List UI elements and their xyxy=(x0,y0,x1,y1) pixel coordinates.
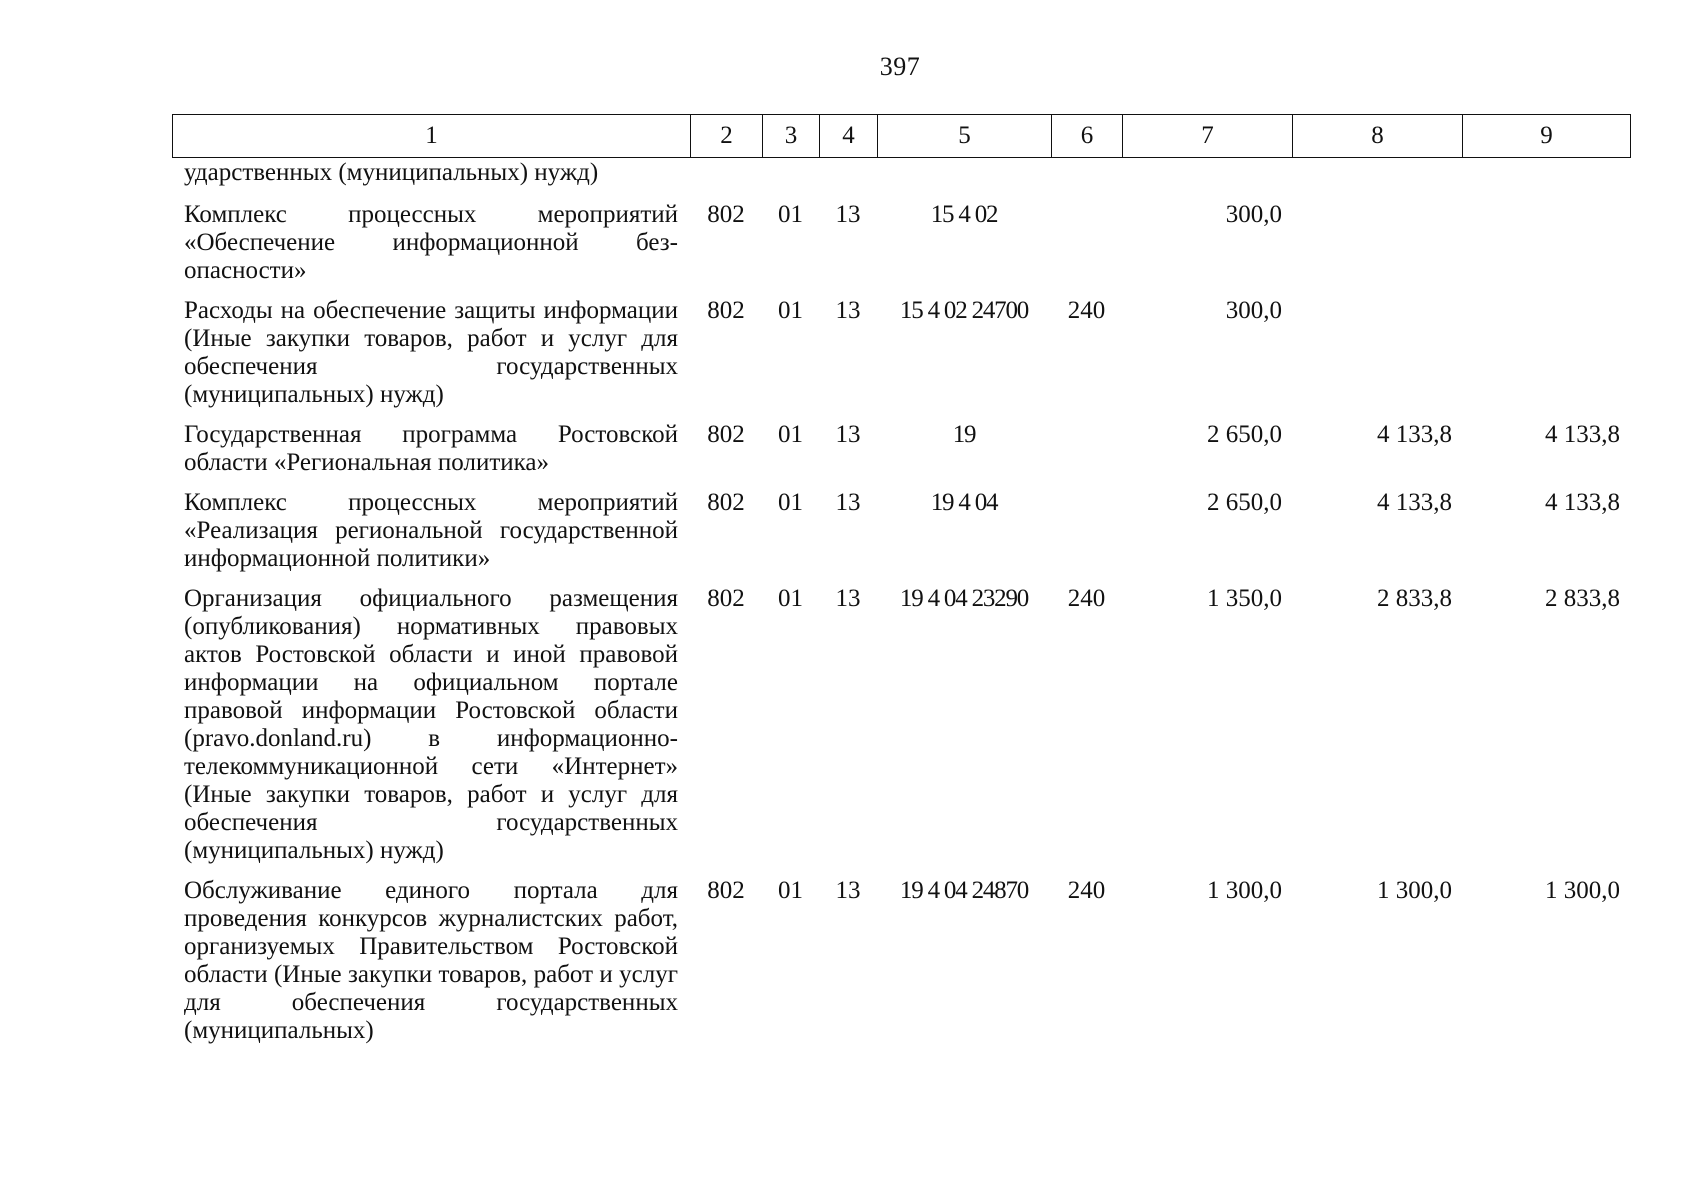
column-header-4: 4 xyxy=(820,115,878,158)
column-header-1: 1 xyxy=(173,115,691,158)
cell-col4: 13 xyxy=(835,421,861,448)
row-description: Комплекс процессных мероприятий «Обеспечение информационной безопасности» xyxy=(184,201,678,284)
cell-col2: 802 xyxy=(707,585,745,612)
cell-col5: 19 4 04 24870 xyxy=(899,877,1029,904)
row-description: Организация официального размещения (опубликования) нормативных правовых актов Ростовской области и иной правовой информации на официальном портале правовой информации Ростовской области (pravo.donland.ru) в информационно-телекоммуникационной сети «Интернет» (Иные закупки товаров, работ и услуг для обеспечения государственных (муниципальных) нужд) xyxy=(184,585,678,864)
cell-col3: 01 xyxy=(778,421,803,448)
cell-col2: 802 xyxy=(707,489,745,516)
cell-col2: 802 xyxy=(707,297,745,324)
cell-col7: 2 650,0 xyxy=(1207,489,1282,516)
cell-col8: 2 833,8 xyxy=(1377,585,1452,612)
cell-col9: 4 133,8 xyxy=(1545,489,1620,516)
cell-col4: 13 xyxy=(835,877,861,904)
column-header-6: 6 xyxy=(1052,115,1123,158)
cell-col3: 01 xyxy=(778,489,803,516)
cell-col3: 01 xyxy=(778,297,803,324)
cell-col2: 802 xyxy=(707,877,745,904)
table-row xyxy=(172,489,1630,585)
cell-col3: 01 xyxy=(778,585,803,612)
cell-col7: 1 350,0 xyxy=(1207,585,1282,612)
cell-col5: 19 xyxy=(952,421,976,448)
cell-col7: 2 650,0 xyxy=(1207,421,1282,448)
column-header-8: 8 xyxy=(1293,115,1463,158)
table-row xyxy=(172,201,1630,297)
cell-col7: 300,0 xyxy=(1225,201,1282,228)
cell-col8 xyxy=(1292,201,1462,297)
budget-table-body xyxy=(172,159,1630,1057)
cell-col4: 13 xyxy=(835,489,861,516)
cell-col3: 01 xyxy=(778,201,803,228)
table-row xyxy=(172,877,1630,1057)
cell-col6 xyxy=(1051,201,1122,297)
row-description: Государственная программа Ростовской области «Региональная политика» xyxy=(184,421,678,476)
row-description: Обслуживание единого портала для проведения конкурсов журналистских работ, организуемых Правительством Ростовской области (Иные закупки товаров, работ и услуг для обеспечения государственных (муниципальных) xyxy=(184,877,678,1044)
cell-col4: 13 xyxy=(835,297,861,324)
cell-col9 xyxy=(1462,297,1630,421)
cell-col9 xyxy=(1462,201,1630,297)
cell-col5: 15 4 02 xyxy=(930,201,998,228)
row-description: Расходы на обеспечение защиты информации (Иные закупки товаров, работ и услуг для обеспечения государственных (муниципальных) нужд) xyxy=(184,297,678,408)
cell-col8: 4 133,8 xyxy=(1377,421,1452,448)
cell-col9: 4 133,8 xyxy=(1545,421,1620,448)
cell-col6: 240 xyxy=(1067,877,1106,904)
cell-col5: 15 4 02 24700 xyxy=(899,297,1029,324)
column-header-9: 9 xyxy=(1463,115,1631,158)
row-description: Комплекс процессных мероприятий «Реализация региональной государственной информационной политики» xyxy=(184,489,678,572)
column-header-2: 2 xyxy=(691,115,763,158)
cell-col7: 300,0 xyxy=(1225,297,1282,324)
table-row xyxy=(172,297,1630,421)
cell-col4: 13 xyxy=(835,201,861,228)
column-header-5: 5 xyxy=(878,115,1052,158)
column-header-7: 7 xyxy=(1123,115,1293,158)
cell-col6 xyxy=(1051,421,1122,489)
cell-col7: 1 300,0 xyxy=(1207,877,1282,904)
cell-col5: 19 4 04 xyxy=(930,489,998,516)
page-number: 397 xyxy=(879,52,921,81)
continuation-text: ударственных (муниципальных) нужд) xyxy=(184,159,599,186)
cell-col4: 13 xyxy=(835,585,861,612)
cell-col6: 240 xyxy=(1067,585,1106,612)
cell-col6: 240 xyxy=(1067,297,1106,324)
table-row xyxy=(172,421,1630,489)
cell-col8: 1 300,0 xyxy=(1377,877,1452,904)
cell-col8 xyxy=(1292,297,1462,421)
cell-col2: 802 xyxy=(707,421,745,448)
cell-col2: 802 xyxy=(707,201,745,228)
cell-col5: 19 4 04 23290 xyxy=(899,585,1029,612)
cell-col3: 01 xyxy=(778,877,803,904)
column-header-3: 3 xyxy=(763,115,820,158)
continuation-row xyxy=(172,159,1630,201)
table-row xyxy=(172,585,1630,877)
cell-col6 xyxy=(1051,489,1122,585)
table-header xyxy=(172,114,1631,158)
cell-col9: 1 300,0 xyxy=(1545,877,1620,904)
cell-col8: 4 133,8 xyxy=(1377,489,1452,516)
cell-col9: 2 833,8 xyxy=(1545,585,1620,612)
